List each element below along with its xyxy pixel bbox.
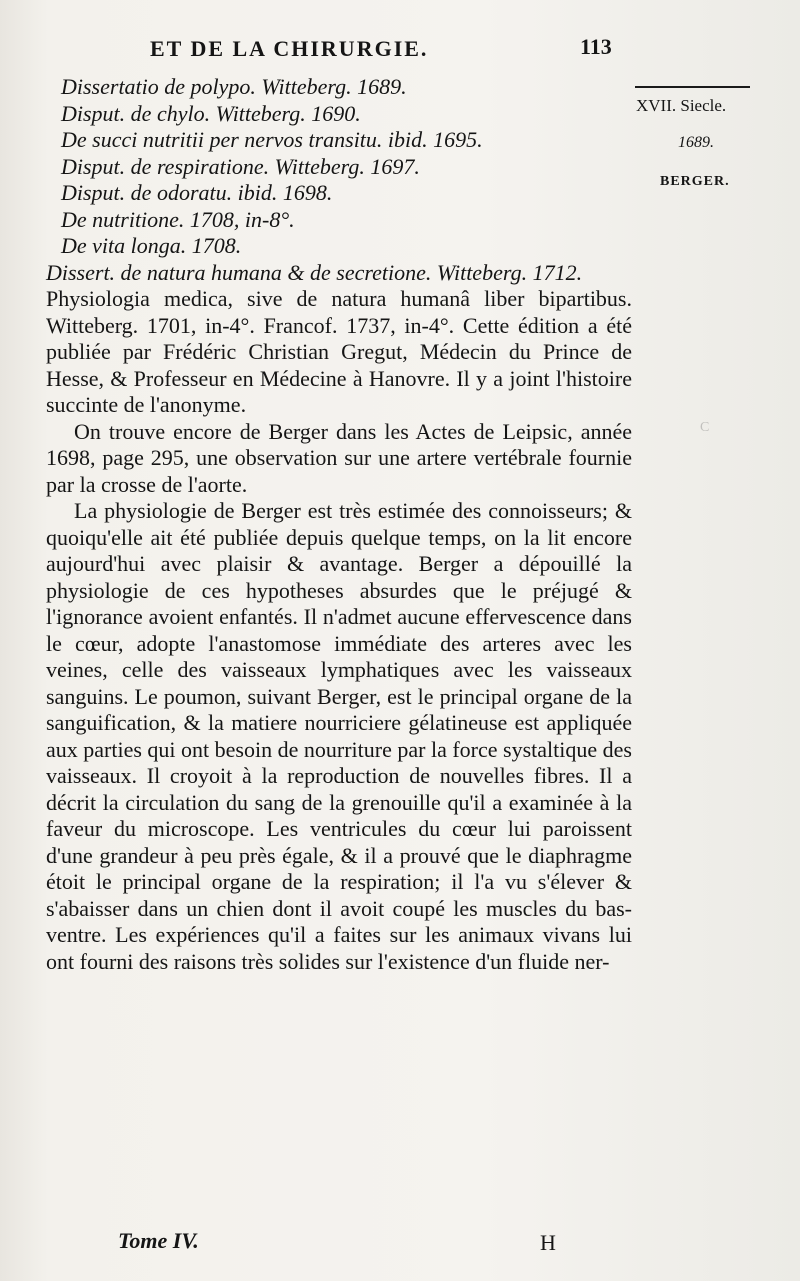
bibliography-entry: Dissertatio de polypo. Witteberg. 1689.: [61, 74, 407, 99]
physiologia-entry: Physiologia medica, sive de natura humanâ liber bipartibus. Witteberg. 1701, in-4°. Francof. 1737, in-4°. Cette édition a été publiée par Frédéric Christian Gregut, Médecin du Prince de Hesse, & Professeur en Médecine à Hanovre. Il y a joint l'histoire succinte de l'anonyme.: [46, 286, 632, 417]
paragraph: La physiologie de Berger est très estimée des connoisseurs; & quoiqu'elle ait été publiée depuis quelque temps, on la lit encore aujourd'hui avec plaisir & avantage. Berger a dépouillé la physiologie de ces hypotheses absurdes que le préjugé & l'ignorance avoient enfantés. Il n'admet aucune effervescence dans le cœur, adopte l'anastomose immédiate des arteres avec les veines, celle des vaisseaux lymphatiques avec les vaisseaux sanguins. Le poumon, suivant Berger, est le principal organe de la sanguification, & la matiere nourriciere gélatineuse est appliquée aux parties qui ont besoin de nourriture par la force systaltique des vaisseaux. Il croyoit à la reproduction de nouvelles fibres. Il a décrit la circulation du sang de la grenouille qu'il a examinée à la faveur du microscope. Les ventricules du cœur lui paroissent d'une grandeur à peu près égale, & il a prouvé que le diaphragme étoit le principal organe de la respiration; il l'a vu s'élever & s'abaisser dans un chien dont il avoit coupé les muscles du bas-ventre. Les expériences qu'il a faites sur les animaux vivans lui ont fourni des raisons très solides sur l'existence d'un fluide ner-: [46, 498, 632, 974]
signature-mark: H: [540, 1230, 556, 1255]
margin-year-note: 1689.: [678, 134, 714, 151]
margin-rule: [635, 86, 750, 88]
main-text: [46, 74, 632, 975]
bibliography-entry: Disput. de odoratu. ibid. 1698.: [61, 180, 333, 205]
bibliography-entry: De vita longa. 1708.: [61, 233, 242, 258]
running-title: ET DE LA CHIRURGIE.: [150, 36, 429, 61]
show-through-text: C: [700, 420, 710, 435]
bibliography-entry: Disput. de chylo. Witteberg. 1690.: [61, 100, 361, 126]
bibliography-entry: Dissert. de natura humana & de secretione. Witteberg. 1712.: [46, 259, 583, 285]
page-number: 113: [580, 34, 612, 59]
bibliography-entry: De succi nutritii per nervos transitu. ibid. 1695.: [61, 127, 483, 152]
margin-century-note: XVII. Siecle.: [636, 96, 727, 115]
bibliography-list: [46, 74, 632, 286]
bibliography-entry: Disput. de respiratione. Witteberg. 1697.: [61, 153, 420, 179]
volume-footer: Tome IV.: [118, 1228, 199, 1253]
paragraph: On trouve encore de Berger dans les Actes de Leipsic, année 1698, page 295, une observation sur une artere vertébrale fournie par la crosse de l'aorte.: [46, 418, 632, 497]
margin-author-note: BERGER.: [660, 174, 730, 189]
bibliography-entry: De nutritione. 1708, in-8°.: [61, 206, 295, 232]
